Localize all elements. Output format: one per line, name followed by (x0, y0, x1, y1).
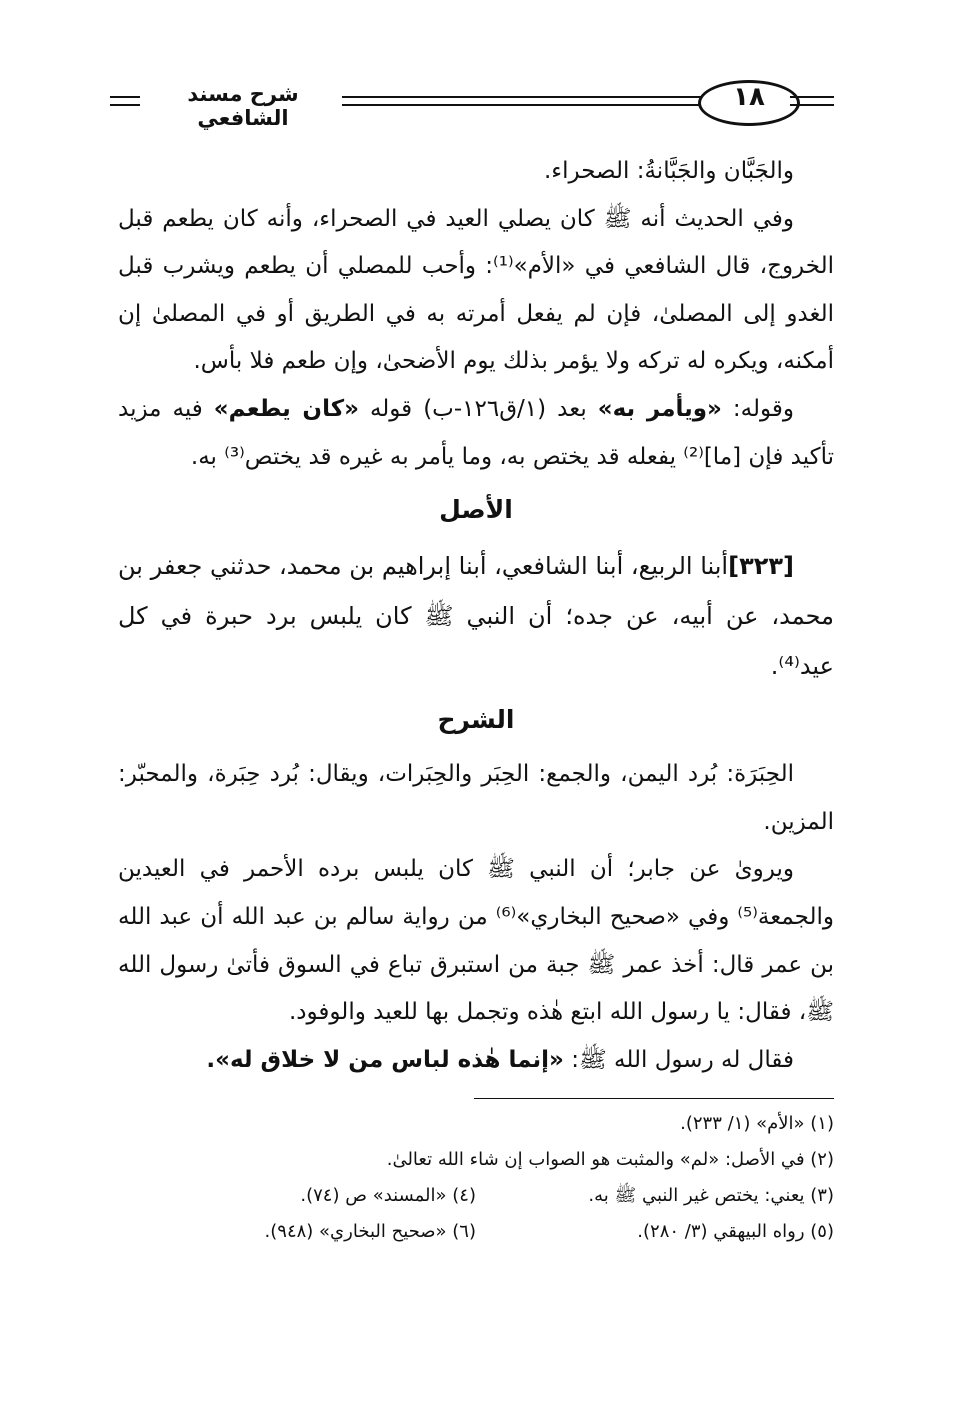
page-header (110, 80, 834, 128)
quoted-phrase: «كان يطعم» (213, 395, 359, 422)
header-rule (790, 96, 834, 98)
page-number: ١٨ (733, 82, 765, 112)
header-rule (110, 104, 140, 106)
footnote: (٦) «صحيح البخاري» (٩٤٨). (264, 1221, 476, 1242)
footnote: (٢) في الأصل: «لم» والمثبت هو الصواب إن شاء الله تعالىٰ. (386, 1149, 834, 1170)
commentary-paragraph (118, 1037, 834, 1085)
commentary-paragraph: الحِبَرَة: بُرد اليمن، والجمع: الحِبَر والحِبَرات، ويقال: بُرد حِبَرة، والمحبّر: المزين. (118, 761, 834, 835)
commentary-paragraph: وفي الحديث أنه ﷺ كان يصلي العيد في الصحراء، وأنه كان يطعم قبل الخروج، قال الشافعي في «الأم»⁽¹⁾: وأحب للمصلي أن يطعم ويشرب قبل الغدو إلى المصلىٰ، فإن لم يفعل أمرته به في الطريق أو في المصلىٰ إن أمكنه، ويكره له تركه ولا يؤمر بذلك يوم الأضحىٰ، وإن طعم فلا بأس. (118, 205, 834, 375)
commentary-paragraph: ويروىٰ عن جابر؛ أن النبي ﷺ كان يلبس برده الأحمر في العيدين والجمعة⁽⁵⁾ وفي «صحيح البخاري»⁽⁶⁾ من رواية سالم بن عبد الله أن عبد الله بن عمر قال: أخذ عمر ﷺ جبة من استبرق تباع في السوق فأتىٰ رسول الله ﷺ، فقال: يا رسول الله ابتع هٰذه وتجمل بها للعيد والوفود. (118, 856, 834, 1026)
running-title: شرح مسند الشافعي (187, 82, 299, 130)
text-span: فيه مزيد تأكيد فإن [ما]⁽²⁾ يفعله قد يختص به، وما يأمر به غيره قد يختص⁽³⁾ به. (118, 395, 834, 470)
definition-paragraph: والجَبَّان والجَبَّانةُ: الصحراء. (544, 158, 794, 184)
footnote: (٥) رواه البيهقي (٣/ ٢٨٠). (637, 1221, 834, 1242)
footnote: (٣) يعني: يختص غير النبي ﷺ به. (588, 1185, 834, 1206)
header-rule (110, 96, 140, 98)
footnotes (118, 1106, 834, 1250)
text-span: فقال له رسول الله ﷺ: (563, 1046, 794, 1073)
section-heading-asl: الأصل (439, 495, 513, 525)
header-rule (342, 96, 702, 98)
footnote: (٤) «المسند» ص (٧٤). (300, 1185, 476, 1206)
hadith-number: [٣٢٣] (728, 552, 794, 581)
hadith-narration (118, 541, 834, 691)
hadith-text: أبنا الربيع، أبنا الشافعي، أبنا إبراهيم بن محمد، حدثني جعفر بن محمد، عن أبيه، عن جده؛ أن النبي ﷺ كان يلبس برد حبرة في كل عيد⁽⁴⁾. (118, 552, 834, 681)
text-span: بعد (١/ق١٢٦-ب) قوله (358, 395, 598, 422)
main-text (118, 148, 834, 1084)
header-rule (790, 104, 834, 106)
commentary-paragraph (118, 386, 834, 481)
footnote: (١) «الأم» (١/ ٢٣٣). (680, 1113, 834, 1134)
footnote-separator (474, 1098, 834, 1099)
quoted-phrase: «ويأمر به» (597, 395, 722, 422)
quoted-phrase: «إنما هٰذه لباس من لا خلاق له». (206, 1046, 564, 1073)
text-span: وقوله: (721, 395, 794, 422)
section-heading-sharh: الشرح (437, 705, 515, 735)
header-rule (342, 104, 702, 106)
